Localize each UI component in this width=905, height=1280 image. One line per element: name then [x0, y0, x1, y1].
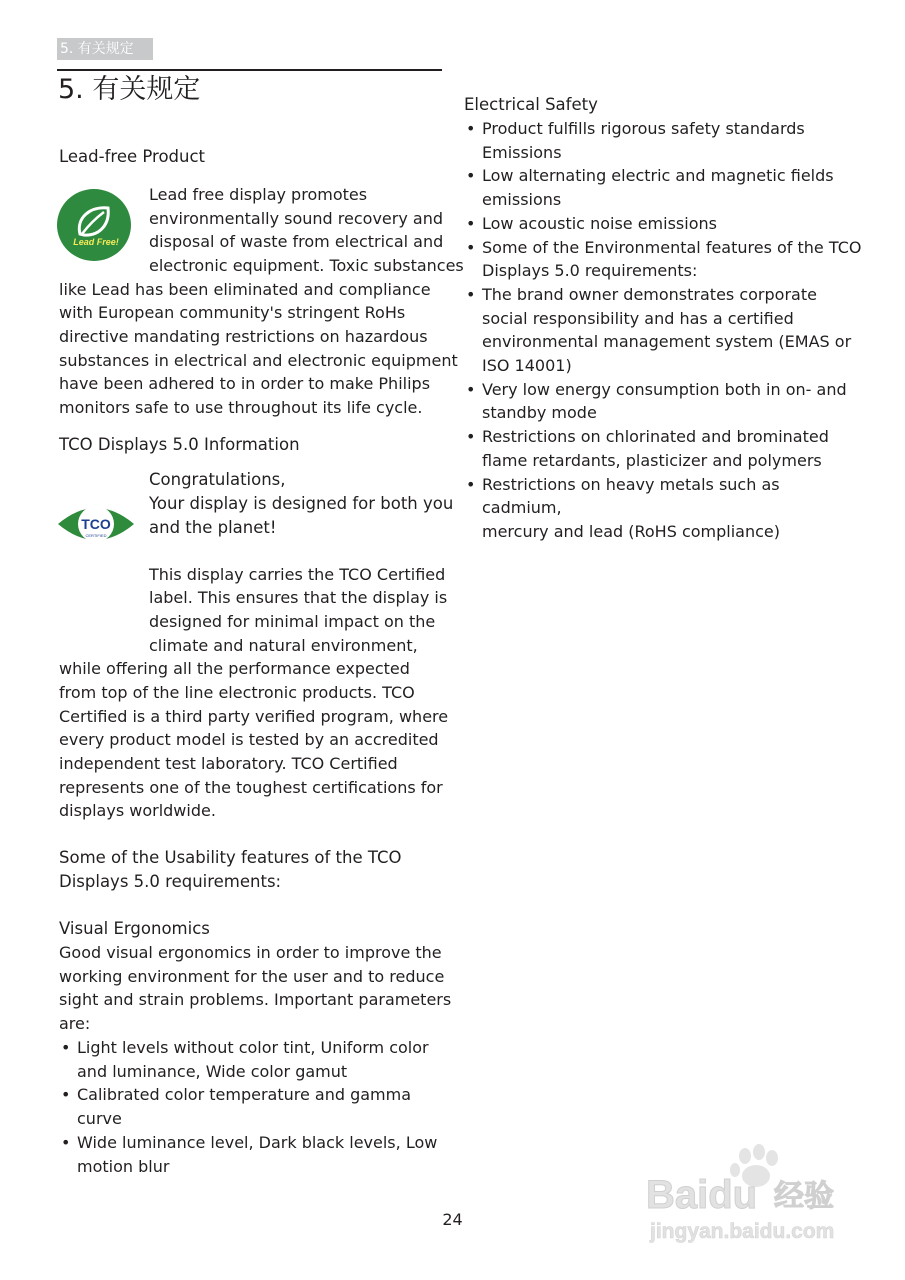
lead-free-line-5: like Lead has been eliminated and compliance [59, 280, 431, 299]
tco-line-1: This display carries the TCO Certified [149, 565, 446, 584]
lead-free-line-10: monitors safe to use throughout its life cycle. [59, 398, 423, 417]
tco-certified-logo [56, 498, 136, 550]
list-item: • Low acoustic noise emissions [464, 212, 864, 236]
lead-free-line-7: directive mandating restrictions on hazardous [59, 327, 428, 346]
list-item: • Light levels without color tint, Uniform color and luminance, Wide color gamut [59, 1036, 439, 1083]
electrical-bullet-list [464, 117, 864, 544]
list-item: • Low alternating electric and magnetic fields emissions [464, 164, 864, 211]
list-item: • Restrictions on heavy metals such as cadmium, mercury and lead (RoHS compliance) [464, 473, 864, 544]
tco-congrats-1: Congratulations, [149, 470, 286, 489]
tco-line-7: Certified is a third party verified program, where [59, 707, 449, 726]
list-item: • Calibrated color temperature and gamma curve [59, 1083, 439, 1130]
tco-line-10: represents one of the toughest certifications for [59, 778, 443, 797]
lead-free-logo [56, 188, 132, 262]
tco-line-4: climate and natural environment, [149, 636, 418, 655]
usability-heading-2: Displays 5.0 requirements: [59, 872, 282, 891]
tco-line-8: every product model is tested by an accredited [59, 730, 439, 749]
visual-heading: Visual Ergonomics [59, 919, 210, 938]
tco-line-2: label. This ensures that the display is [149, 588, 448, 607]
watermark-brand: Baidu [646, 1173, 758, 1217]
tco-line-9: independent test laboratory. TCO Certified [59, 754, 398, 773]
tco-heading: TCO Displays 5.0 Information [59, 435, 300, 454]
lead-free-logo-text: Lead Free! [73, 237, 119, 247]
tco-line-5: while offering all the performance expected [59, 659, 410, 678]
tco-line-6: from top of the line electronic products. TCO [59, 683, 415, 702]
electrical-heading: Electrical Safety [464, 95, 598, 114]
list-item: • Wide luminance level, Dark black levels, Low motion blur [59, 1131, 439, 1178]
page-number: 24 [442, 1210, 463, 1229]
list-item: • Some of the Environmental features of the TCO Displays 5.0 requirements: [464, 236, 864, 283]
lead-free-line-1: Lead free display promotes [149, 185, 368, 204]
page-title: 5. 有关规定 [58, 74, 201, 105]
visual-bullet-list [59, 1036, 439, 1178]
lead-free-line-8: substances in electrical and electronic equipment [59, 351, 458, 370]
tco-logo-subtext: CERTIFIED [85, 533, 107, 538]
section-tab: 5. 有关规定 [57, 38, 153, 60]
list-item: • The brand owner demonstrates corporate social responsibility and has a certified environmental management system (EMAS or ISO 14001) [464, 283, 864, 378]
tco-line-11: displays worldwide. [59, 801, 216, 820]
lead-free-line-2: environmentally sound recovery and [149, 209, 443, 228]
usability-heading-1: Some of the Usability features of the TCO [59, 848, 402, 867]
lead-free-line-3: disposal of waste from electrical and [149, 232, 444, 251]
tco-line-3: designed for minimal impact on the [149, 612, 436, 631]
list-item: • Very low energy consumption both in on- and standby mode [464, 378, 864, 425]
watermark-url: jingyan.baidu.com [650, 1220, 835, 1243]
tco-congrats-2: Your display is designed for both you [149, 494, 454, 513]
baidu-watermark [642, 1140, 857, 1250]
list-item: • Restrictions on chlorinated and brominated flame retardants, plasticizer and polymers [464, 425, 864, 472]
lead-free-line-4: electronic equipment. Toxic substances [149, 256, 464, 275]
visual-line-4: are: [59, 1014, 91, 1033]
tco-congrats-3: and the planet! [149, 518, 277, 537]
list-item: • Product fulfills rigorous safety standards Emissions [464, 117, 864, 164]
lead-free-line-6: with European community's stringent RoHs [59, 303, 406, 322]
visual-line-1: Good visual ergonomics in order to improve the [59, 943, 442, 962]
visual-line-3: sight and strain problems. Important parameters [59, 990, 452, 1009]
tco-logo-text: TCO [81, 516, 111, 532]
lead-free-line-9: have been adhered to in order to make Philips [59, 374, 431, 393]
watermark-cn: 经验 [774, 1179, 834, 1214]
lead-free-heading: Lead-free Product [59, 147, 206, 166]
visual-line-2: working environment for the user and to reduce [59, 967, 445, 986]
